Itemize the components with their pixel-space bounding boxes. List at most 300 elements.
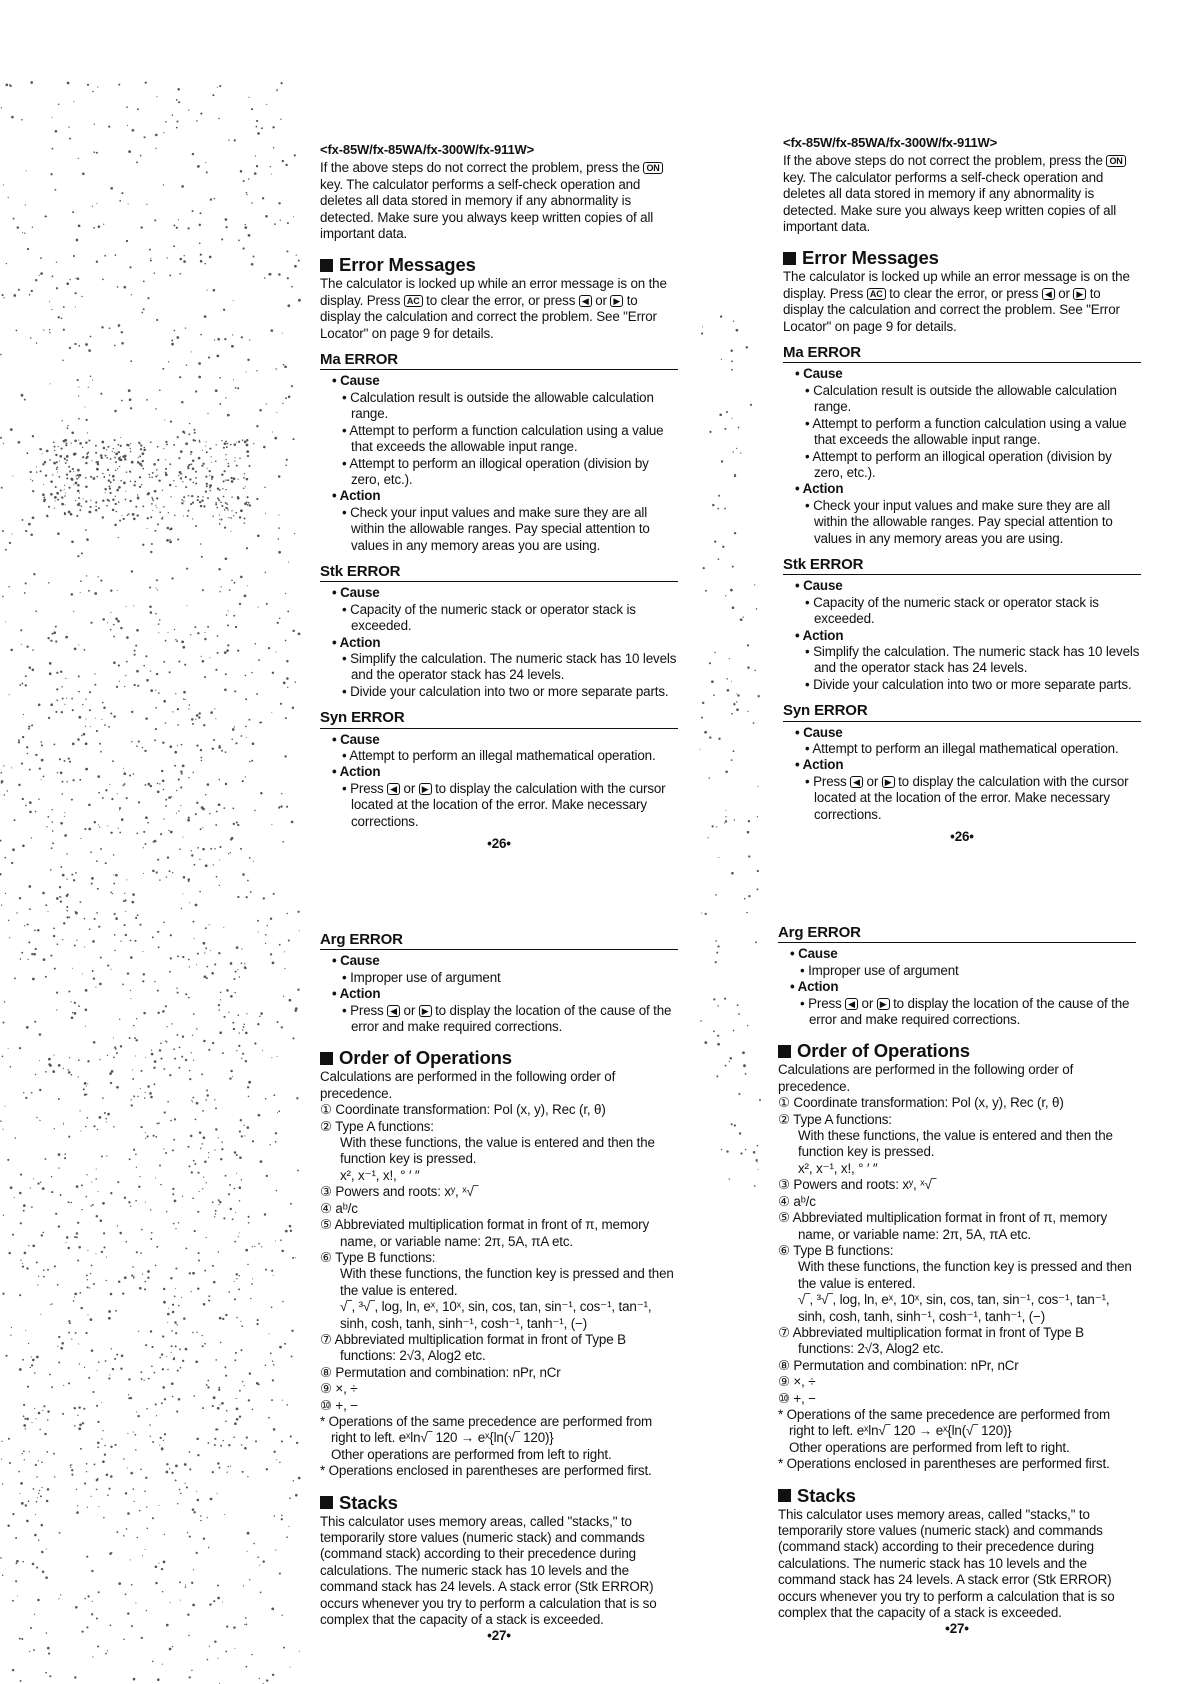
- speckle: [135, 506, 137, 508]
- speckle: [44, 1433, 46, 1435]
- speckle: [22, 736, 24, 738]
- speckle: [227, 644, 229, 646]
- speckle: [108, 1377, 110, 1379]
- left-cursor-key-icon: ◀: [387, 783, 400, 795]
- speckle: [172, 1188, 174, 1190]
- speckle: [270, 953, 272, 955]
- speckle: [102, 618, 105, 621]
- speckle: [241, 1179, 243, 1181]
- speckle: [89, 928, 91, 930]
- speckle: [200, 505, 202, 507]
- speckle: [265, 934, 267, 936]
- speckle: [747, 831, 750, 834]
- speckle: [56, 287, 58, 289]
- speckle: [220, 1342, 222, 1344]
- speckle: [187, 819, 190, 822]
- speckle: [223, 1217, 225, 1219]
- speckle: [256, 1382, 259, 1385]
- speckle: [43, 500, 45, 502]
- speckle: [73, 879, 75, 881]
- speckle: [66, 781, 68, 783]
- order-note-1: * Operations of the same precedence are performed from right to left. eˣln√‾ 120 → eˣ{ln(√‾ 120)}: [320, 1413, 653, 1446]
- speckle: [295, 681, 296, 682]
- speckle: [177, 1370, 179, 1372]
- speckle: [161, 1448, 164, 1451]
- speckle: [188, 433, 190, 435]
- speckle: [197, 165, 200, 168]
- speckle: [248, 178, 249, 179]
- speckle: [225, 454, 226, 455]
- speckle: [161, 770, 163, 772]
- speckle: [251, 263, 254, 266]
- speckle: [180, 258, 183, 261]
- speckle: [159, 1445, 160, 1446]
- speckle: [31, 1422, 32, 1423]
- speckle: [755, 941, 757, 943]
- speckle: [57, 532, 60, 535]
- speckle: [69, 138, 71, 140]
- speckle: [58, 103, 60, 105]
- speckle: [82, 704, 83, 705]
- speckle: [71, 698, 73, 700]
- speckle: [22, 1263, 23, 1264]
- speckle: [275, 1549, 276, 1550]
- speckle: [222, 473, 224, 475]
- ac-key-icon: AC: [867, 288, 886, 300]
- speckle: [715, 961, 717, 963]
- cause-label: • Cause: [332, 585, 380, 601]
- speckle: [92, 460, 93, 461]
- speckle: [157, 990, 159, 992]
- speckle: [212, 94, 214, 96]
- speckle: [80, 1307, 82, 1309]
- speckle: [289, 999, 292, 1002]
- speckle: [16, 330, 18, 332]
- speckle: [212, 1405, 214, 1407]
- speckle: [100, 580, 102, 582]
- speckle: [85, 989, 88, 992]
- speckle: [43, 496, 45, 498]
- speckle: [185, 1586, 187, 1588]
- speckle: [112, 498, 114, 500]
- speckle: [226, 989, 229, 992]
- speckle: [130, 1559, 131, 1560]
- speckle: [256, 693, 258, 695]
- manual-column-2: [783, 135, 1141, 845]
- speckle: [202, 1335, 203, 1336]
- speckle: [197, 847, 199, 849]
- speckle: [701, 332, 703, 334]
- speckle: [159, 511, 161, 513]
- speckle: [220, 1445, 222, 1447]
- speckle: [85, 343, 88, 346]
- speckle: [110, 1475, 113, 1478]
- speckle: [113, 883, 115, 885]
- speckle: [219, 523, 221, 525]
- speckle: [145, 717, 148, 720]
- speckle: [127, 972, 129, 974]
- speckle: [60, 771, 63, 774]
- speckle: [54, 1476, 55, 1477]
- speckle: [114, 452, 115, 453]
- speckle: [157, 446, 159, 448]
- speckle: [148, 492, 151, 495]
- speckle: [96, 1479, 99, 1482]
- speckle: [12, 1234, 14, 1236]
- speckle: [223, 309, 225, 311]
- speckle: [287, 610, 289, 612]
- speckle: [294, 154, 296, 156]
- speckle: [35, 1464, 37, 1466]
- speckle: [278, 515, 279, 516]
- speckle: [288, 939, 290, 941]
- speckle: [152, 936, 154, 938]
- speckle: [290, 1230, 292, 1232]
- speckle: [104, 724, 106, 726]
- speckle: [150, 1330, 152, 1332]
- speckle: [161, 1568, 163, 1570]
- speckle: [734, 474, 736, 476]
- speckle: [182, 646, 185, 649]
- speckle: [168, 830, 169, 831]
- speckle: [192, 1101, 193, 1102]
- speckle: [110, 713, 112, 715]
- speckle: [731, 872, 734, 875]
- speckle: [201, 556, 203, 558]
- speckle: [298, 299, 301, 302]
- speckle: [159, 389, 161, 391]
- speckle: [204, 975, 207, 978]
- speckle: [69, 761, 71, 763]
- speckle: [193, 1569, 194, 1570]
- speckle: [239, 1390, 241, 1392]
- speckle: [66, 1242, 67, 1243]
- speckle: [95, 509, 97, 511]
- speckle: [731, 1123, 733, 1125]
- speckle: [232, 808, 234, 810]
- speckle: [252, 742, 255, 745]
- speckle: [251, 1283, 253, 1285]
- speckle: [117, 828, 118, 829]
- speckle: [66, 698, 67, 699]
- speckle: [702, 326, 703, 327]
- speckle: [181, 1297, 182, 1298]
- speckle: [166, 1211, 168, 1213]
- speckle: [69, 1322, 71, 1324]
- speckle: [102, 1202, 105, 1205]
- speckle: [96, 468, 99, 471]
- speckle: [259, 409, 262, 412]
- speckle: [238, 240, 240, 242]
- speckle: [45, 475, 47, 477]
- speckle: [137, 1096, 138, 1097]
- speckle: [142, 980, 144, 982]
- speckle: [39, 1033, 42, 1036]
- speckle: [58, 1153, 61, 1156]
- speckle: [715, 940, 717, 942]
- speckle: [126, 1528, 128, 1530]
- speckle: [66, 282, 69, 285]
- speckle: [180, 450, 183, 453]
- speckle: [87, 1060, 89, 1062]
- speckle: [202, 1188, 203, 1189]
- speckle: [63, 306, 65, 308]
- speckle: [225, 1420, 227, 1422]
- speckle: [165, 1152, 167, 1154]
- speckle: [197, 1287, 199, 1289]
- speckle: [78, 1246, 81, 1249]
- speckle: [143, 1379, 144, 1380]
- speckle: [246, 1126, 249, 1129]
- speckle: [79, 505, 80, 506]
- speckle: [256, 370, 257, 371]
- speckle: [90, 1273, 91, 1274]
- order-item-8: ⑧ Permutation and combination: nPr, nCr: [320, 1364, 561, 1380]
- speckle: [702, 702, 704, 704]
- speckle: [157, 931, 159, 933]
- speckle: [169, 274, 171, 276]
- speckle: [113, 448, 114, 449]
- speckle: [118, 664, 120, 666]
- speckle: [156, 1246, 158, 1248]
- order-item-6-desc: With these functions, the function key is pressed and then the value is entered.: [798, 1259, 1132, 1291]
- speckle: [75, 306, 76, 307]
- speckle: [234, 992, 235, 993]
- speckle: [724, 998, 726, 1000]
- speckle: [43, 1276, 45, 1278]
- speckle: [207, 1517, 208, 1518]
- speckle: [276, 1056, 277, 1057]
- speckle: [56, 461, 58, 463]
- speckle: [19, 1368, 22, 1371]
- speckle: [69, 347, 71, 349]
- speckle: [150, 551, 152, 553]
- speckle: [14, 819, 16, 821]
- speckle: [164, 419, 165, 420]
- speckle: [134, 654, 136, 656]
- speckle: [171, 796, 173, 798]
- speckle: [218, 1199, 220, 1201]
- speckle: [138, 801, 140, 803]
- speckle: [203, 1040, 206, 1043]
- speckle: [53, 928, 55, 930]
- model-list: <fx-85W/fx-85WA/fx-300W/fx-911W>: [320, 142, 535, 157]
- speckle: [246, 547, 248, 549]
- speckle: [166, 1463, 168, 1465]
- speckle: [700, 749, 701, 750]
- speckle: [225, 557, 228, 560]
- speckle: [174, 330, 176, 332]
- speckle: [225, 1175, 227, 1177]
- order-note-1: * Operations of the same precedence are performed from right to left. eˣln√‾ 120 → eˣ{ln(√‾ 120)}: [778, 1406, 1111, 1439]
- speckle: [165, 472, 167, 474]
- speckle: [120, 445, 122, 447]
- speckle: [216, 507, 218, 509]
- speckle: [266, 1679, 268, 1681]
- speckle: [129, 1037, 131, 1039]
- speckle: [219, 1317, 222, 1320]
- speckle: [281, 1026, 283, 1028]
- speckle: [54, 496, 57, 499]
- speckle: [234, 1359, 236, 1361]
- speckle: [192, 1197, 194, 1199]
- stk-cause-1: • Capacity of the numeric stack or operator stack is exceeded.: [342, 601, 636, 634]
- speckle: [202, 463, 204, 465]
- right-cursor-key-icon: ▶: [610, 295, 623, 307]
- speckle: [252, 1140, 254, 1142]
- speckle: [166, 1624, 169, 1627]
- speckle: [228, 853, 229, 854]
- speckle: [288, 562, 289, 563]
- speckle: [209, 484, 212, 487]
- speckle: [50, 173, 52, 175]
- speckle: [220, 846, 221, 847]
- speckle: [154, 739, 156, 741]
- speckle: [236, 1408, 239, 1411]
- speckle: [275, 1132, 277, 1134]
- speckle: [212, 1201, 214, 1203]
- speckle: [57, 1346, 58, 1347]
- speckle: [174, 515, 176, 517]
- speckle: [96, 1370, 97, 1371]
- speckle: [133, 1149, 135, 1151]
- speckle: [159, 783, 160, 784]
- speckle: [211, 476, 214, 479]
- speckle: [79, 1428, 81, 1430]
- speckle: [225, 397, 226, 398]
- speckle: [281, 1518, 283, 1520]
- speckle: [101, 1251, 103, 1253]
- speckle: [54, 450, 55, 451]
- speckle: [72, 1012, 73, 1013]
- speckle: [68, 1201, 70, 1203]
- speckle: [186, 568, 188, 570]
- speckle: [35, 754, 37, 756]
- speckle: [731, 369, 733, 371]
- speckle: [218, 803, 221, 806]
- speckle: [232, 728, 235, 731]
- speckle: [253, 1543, 255, 1545]
- speckle: [254, 1042, 256, 1044]
- speckle: [65, 441, 66, 442]
- speckle: [131, 461, 134, 464]
- speckle: [199, 224, 201, 226]
- speckle: [161, 518, 163, 520]
- speckle: [241, 336, 243, 338]
- speckle: [708, 837, 709, 838]
- speckle: [163, 922, 165, 924]
- speckle: [71, 1202, 73, 1204]
- order-item-4: ④ aᵇ/c: [778, 1193, 816, 1209]
- speckle: [167, 856, 169, 858]
- speckle: [42, 493, 45, 496]
- speckle: [108, 726, 110, 728]
- speckle: [206, 977, 208, 979]
- speckle: [154, 1060, 157, 1063]
- speckle: [231, 345, 234, 348]
- speckle: [93, 1041, 95, 1043]
- speckle: [120, 437, 121, 438]
- speckle: [130, 407, 132, 409]
- speckle: [192, 460, 195, 463]
- speckle: [209, 1603, 211, 1605]
- speckle: [87, 1595, 89, 1597]
- speckle: [209, 448, 211, 450]
- speckle: [738, 1093, 740, 1095]
- speckle: [92, 91, 93, 92]
- action-label: • Action: [332, 488, 381, 504]
- speckle: [95, 501, 97, 503]
- speckle: [88, 439, 90, 441]
- speckle: [243, 1026, 245, 1028]
- speckle: [0, 1557, 2, 1559]
- speckle: [137, 914, 139, 916]
- speckle: [142, 452, 145, 455]
- speckle: [132, 1069, 133, 1070]
- speckle: [205, 1182, 206, 1183]
- speckle: [105, 1280, 106, 1281]
- speckle: [45, 1576, 48, 1579]
- speckle: [2, 1293, 4, 1295]
- speckle: [212, 1042, 214, 1044]
- speckle: [3, 765, 4, 766]
- speckle: [87, 452, 89, 454]
- speckle: [31, 290, 33, 292]
- arg-error-heading: Arg ERROR: [320, 932, 678, 950]
- speckle: [101, 1438, 102, 1439]
- speckle: [99, 826, 100, 827]
- speckle: [208, 357, 209, 358]
- speckle: [210, 1498, 213, 1501]
- speckle: [255, 1440, 257, 1442]
- speckle: [129, 470, 131, 472]
- speckle: [127, 444, 130, 447]
- speckle: [239, 1186, 242, 1189]
- speckle: [52, 1070, 55, 1073]
- speckle: [196, 1102, 199, 1105]
- speckle: [287, 1404, 289, 1406]
- speckle: [66, 455, 69, 458]
- speckle: [43, 484, 44, 485]
- order-intro: Calculations are performed in the following order of precedence.: [320, 1069, 616, 1101]
- speckle: [736, 701, 737, 702]
- speckle: [86, 1086, 87, 1087]
- speckle: [265, 1364, 267, 1366]
- speckle: [155, 707, 157, 709]
- speckle: [41, 1487, 42, 1488]
- speckle: [216, 355, 219, 358]
- speckle: [172, 872, 173, 873]
- speckle: [285, 397, 287, 399]
- speckle: [128, 1201, 130, 1203]
- speckle: [58, 1598, 59, 1599]
- speckle: [214, 1216, 215, 1217]
- speckle: [215, 1213, 217, 1215]
- speckle: [58, 1225, 60, 1227]
- speckle: [196, 1491, 197, 1492]
- speckle: [42, 1570, 45, 1573]
- speckle: [737, 1004, 739, 1006]
- speckle: [96, 730, 98, 732]
- speckle: [170, 745, 173, 748]
- speckle: [11, 1327, 12, 1328]
- speckle: [92, 206, 93, 207]
- speckle: [154, 840, 157, 843]
- speckle: [288, 396, 291, 399]
- speckle: [55, 711, 57, 713]
- speckle: [730, 349, 732, 351]
- speckle: [147, 783, 150, 786]
